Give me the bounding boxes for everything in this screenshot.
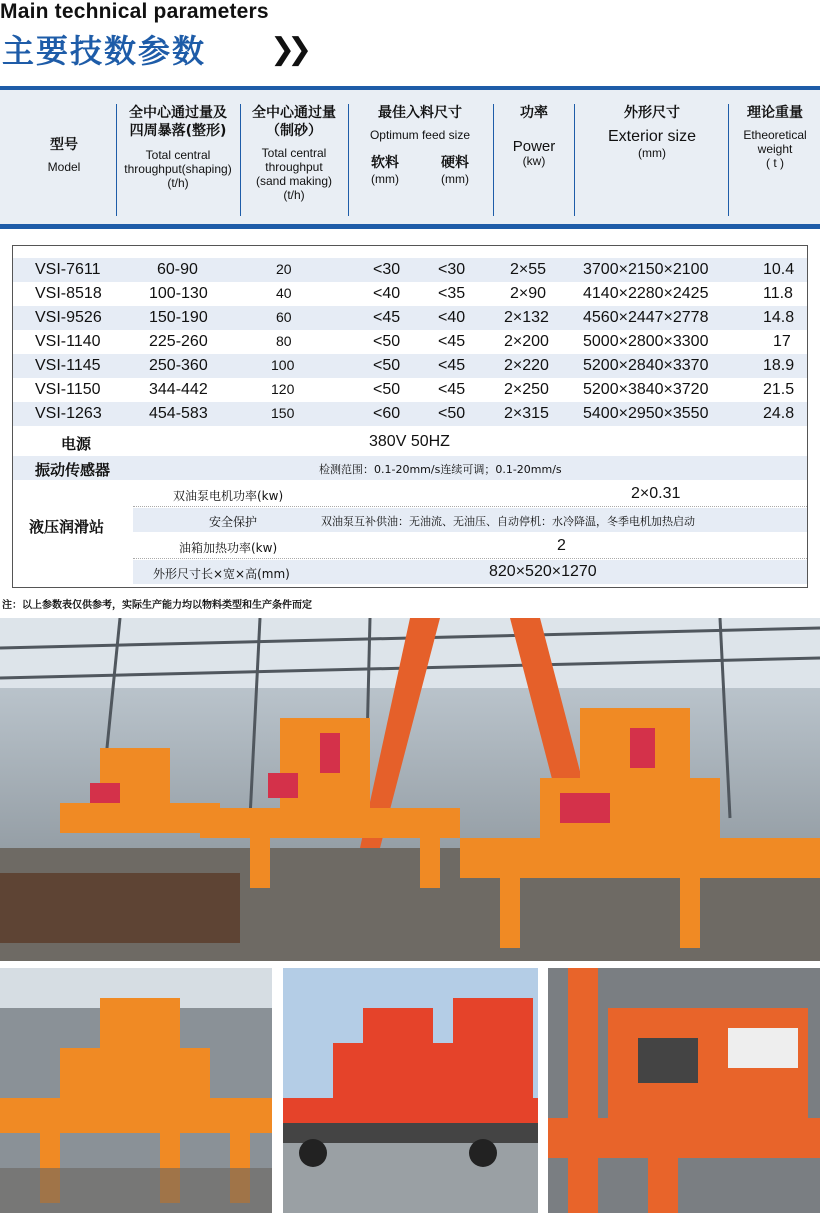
lube-item-row: 安全保护 双油泵互补供油：无油流、无油压、自动停机：水冷降温，冬季电机加热启动 <box>133 508 807 532</box>
header-divider <box>728 104 729 216</box>
table-row: VSI-7611 60-90 20 <30 <30 2×55 3700×2150×2100 10.4 <box>13 258 807 282</box>
table-header <box>0 86 820 229</box>
lube-item-row: 油箱加热功率(kw) 2 <box>133 534 807 559</box>
machine-photo-right-graphic <box>548 968 820 1213</box>
vibration-sensor-row: 振动传感器 检测范围：0.1-20mm/s连续可调；0.1-20mm/s <box>13 456 807 480</box>
machine-photo-middle-graphic <box>283 968 538 1213</box>
lube-station-label: 液压润滑站 <box>29 518 105 536</box>
header-sand: 全中心通过量 （制砂） Total central throughput (sand making) (t/h) <box>252 105 336 202</box>
table-row: VSI-8518 100-130 40 <40 <35 2×90 4140×2280×2425 11.8 <box>35 285 793 302</box>
machine-photo-middle <box>283 968 538 1213</box>
header-divider <box>574 104 575 216</box>
double-chevron-icon: ❯❯ <box>270 32 305 67</box>
table-row: VSI-1140 225-260 80 <50 <45 2×200 5000×2800×3300 17 <box>35 333 791 350</box>
header-shaping: 全中心通过量及 四周暴落(整形) Total central throughput(shaping) (t/h) <box>124 105 232 190</box>
power-supply-row: 电源 380V 50HZ <box>61 433 450 453</box>
header-weight: 理论重量 Etheoretical weight ( t ) <box>743 105 807 170</box>
header-divider <box>493 104 494 216</box>
heading-en: Main technical parameters <box>0 0 269 23</box>
header-divider <box>348 104 349 216</box>
header-feed: 最佳入料尺寸 Optimum feed size 软料 (mm) 硬料 (mm) <box>369 105 471 186</box>
lube-item-row: 双油泵电机功率(kw) 2×0.31 <box>133 482 807 507</box>
parameter-table <box>12 245 808 588</box>
table-row: VSI-9526 150-190 60 <45 <40 2×132 4560×2447×2778 14.8 <box>13 306 807 330</box>
header-size: 外形尺寸 Exterior size (mm) <box>607 105 697 160</box>
header-divider <box>240 104 241 216</box>
machine-photo-left-graphic <box>0 968 272 1213</box>
factory-photo <box>0 618 820 961</box>
lube-item-row: 外形尺寸长×宽×高(mm) 820×520×1270 <box>133 560 807 584</box>
footnote: 注：以上参数表仅供参考，实际生产能力均以物料类型和生产条件而定 <box>2 600 312 611</box>
header-model: 型号 Model <box>47 137 81 174</box>
header-soft: 软料 <box>371 155 399 171</box>
factory-photo-graphic <box>0 618 820 961</box>
table-row: VSI-1145 250-360 100 <50 <45 2×220 5200×2840×3370 18.9 <box>13 354 807 378</box>
header-power: 功率 Power (kw) <box>512 105 556 168</box>
heading-cn: 主要技数参数 <box>2 32 207 70</box>
table-row: VSI-1150 344-442 120 <50 <45 2×250 5200×3840×3720 21.5 <box>35 381 795 398</box>
table-row: VSI-1263 454-583 150 <60 <50 2×315 5400×2950×3550 24.8 <box>13 402 807 426</box>
machine-photo-right <box>548 968 820 1213</box>
header-hard: 硬料 <box>441 155 469 171</box>
header-divider <box>116 104 117 216</box>
machine-photo-left <box>0 968 272 1213</box>
